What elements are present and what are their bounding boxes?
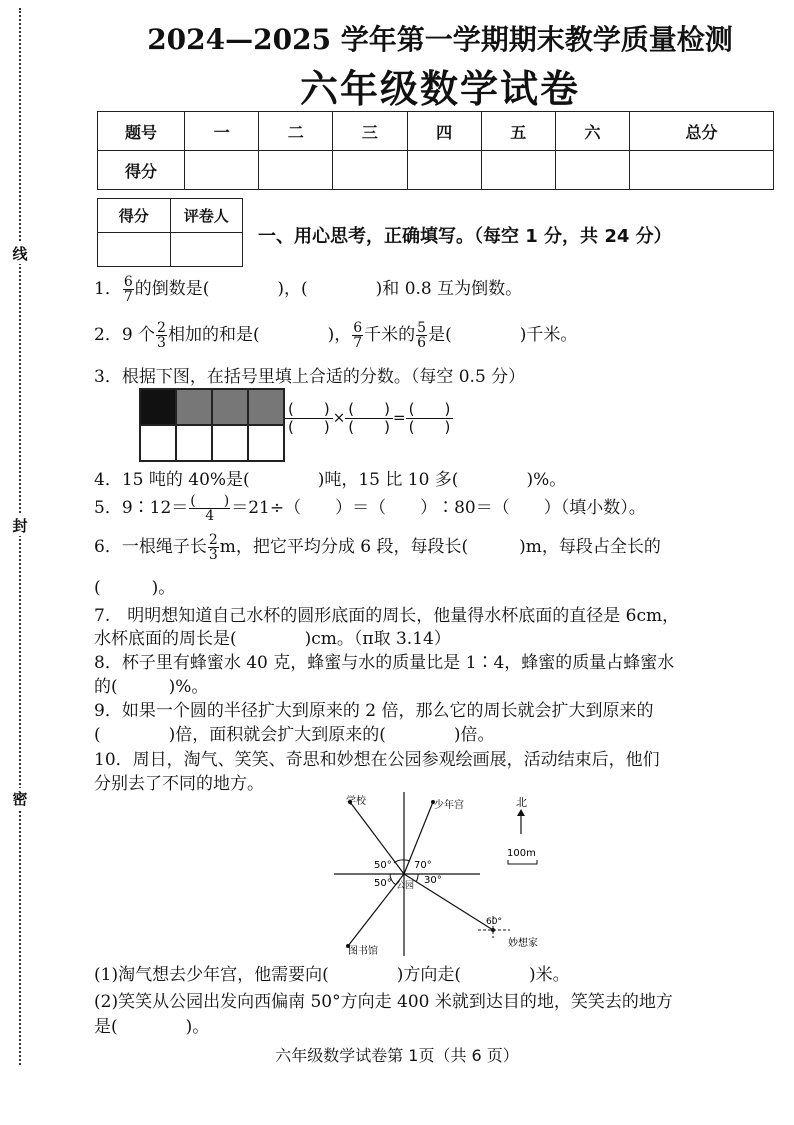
grid-cell-empty [212,425,248,461]
q3-fraction-c[interactable] [406,401,454,435]
q3-frac-b-den: ( ) [348,417,391,436]
q3-equals-sign: = [393,408,406,427]
q2-text-a: 相加的和是( [167,325,260,345]
map-label-angle-50b: 50° [374,878,392,889]
question-10-line-1: 10．周日，淘气、笑笑、奇思和妙想在公园参观绘画展，活动结束后，他们 [94,750,660,770]
section-one-title: 一、用心思考，正确填写。（每空 1 分，共 24 分） [258,226,672,247]
q2-frac3-num: 5 [417,320,427,336]
binding-char-feng: 封 [9,515,31,536]
q6-text-a: 6．一根绳子长 [94,537,207,557]
q2-text-c: 千米的 [364,325,416,345]
grader-name-input[interactable] [170,233,243,267]
question-9-line-2: ( )倍，面积就会扩大到原来的( )倍。 [94,725,495,745]
q2-number: 2．9 个 [94,325,156,345]
score-input-total[interactable] [630,151,774,190]
question-8-line-1: 8．杯子里有蜂蜜水 40 克，蜂蜜与水的质量比是 1∶4，蜂蜜的质量占蜂蜜水 [94,653,675,673]
question-9-line-1: 9．如果一个圆的半径扩大到原来的 2 倍，那么它的周长就会扩大到原来的 [94,701,654,721]
question-5 [94,493,646,523]
map-scale-bar [508,860,537,864]
q2-text-e: )千米。 [519,325,578,345]
score-input-q5[interactable] [481,151,555,190]
q3-fraction-b[interactable] [345,401,393,435]
q6-frac-den: 3 [208,547,218,563]
map-ray-miaoxiang [404,874,493,930]
grader-table [97,198,243,267]
question-10-sub-2-line-1: (2)笑笑从公园出发向西偏南 50°方向走 400 米就到达目的地，笑笑去的地方 [94,992,673,1012]
q3-frac-c-num: ( ) [406,401,454,419]
map-arc-30 [416,874,418,882]
grid-cell-shaded-black [140,389,176,425]
grid-cell-empty [140,425,176,461]
q1-fraction [123,275,134,304]
q3-times-sign: × [332,408,346,427]
q5-fraction[interactable] [189,494,230,523]
q2-frac1-den: 3 [157,335,166,351]
map-label-school: 学校 [346,796,366,807]
map-label-park: 公园 [396,881,415,891]
q5-frac-den: 4 [205,508,215,524]
question-2 [94,320,577,350]
grid-cell-empty [176,425,212,461]
map-scale-label: 100m [507,848,536,859]
q1-text-c: )和 0.8 互为倒数。 [375,279,523,299]
question-1 [94,274,522,304]
score-cell-q4: 四 [407,112,481,151]
score-cell-q1: 一 [185,112,259,151]
q1-number: 1． [94,279,122,299]
q2-frac1-num: 2 [157,320,166,336]
q3-fraction-a[interactable] [285,401,333,435]
question-7-line-1: 7. 明明想知道自己水杯的圆形底面的周长，他量得水杯底面的直径是 6cm， [94,606,680,626]
score-input-q1[interactable] [185,151,259,190]
q4-blank-2[interactable] [458,465,526,490]
q2-fraction-3 [416,321,427,350]
score-cell-q2: 二 [259,112,333,151]
q3-frac-a-den: ( ) [288,417,330,436]
binding-line [19,8,21,1065]
question-8-line-2: 的( )%。 [94,677,209,697]
q2-fraction-1 [156,321,167,350]
grid-cell-shaded-gray [176,389,212,425]
q6-line-2[interactable]: ( )。 [94,578,176,598]
score-input-q3[interactable] [333,151,407,190]
q3-frac-c-den: ( ) [408,417,451,436]
q1-frac-den: 7 [123,289,133,305]
map-label-miaoxiang-home: 妙想家 [508,938,538,949]
question-10-line-2: 分别去了不同的地方。 [94,774,264,794]
grader-score-input[interactable] [98,233,171,267]
map-point-miaoxiang [491,928,495,932]
question-7-line-2: 水杯底面的周长是( )cm。（π取 3.14） [94,629,451,649]
q6-fraction [208,533,219,562]
score-cell-q5: 五 [481,112,555,151]
q4-blank-1[interactable] [250,465,318,490]
score-cell-total: 总分 [630,112,774,151]
map-north-label: 北 [516,796,527,809]
grader-score-label: 得分 [98,199,171,233]
direction-map [330,788,560,958]
map-label-angle-70: 70° [414,860,432,871]
score-cell-q6: 六 [555,112,629,151]
question-6 [94,532,661,562]
q3-equation [285,401,453,435]
score-table-header-row [98,112,774,151]
binding-char-mi: 密 [9,788,31,809]
q6-text-c: )m，每段占全长的 [519,537,661,557]
score-input-q2[interactable] [259,151,333,190]
map-label-youth-palace: 少年宫 [434,800,464,811]
question-10-sub-2-line-2: 是( )。 [94,1017,210,1037]
score-input-q4[interactable] [407,151,481,190]
q3-frac-b-num: ( ) [345,401,393,419]
q2-text-d: 是( [428,325,452,345]
q2-blank-2[interactable] [452,320,520,345]
grid-cell-shaded-gray [248,389,284,425]
q6-blank-1[interactable] [468,532,519,557]
score-cell-q3: 三 [333,112,407,151]
score-cell-label: 题号 [98,112,185,151]
map-label-angle-60: 60° [486,917,502,927]
question-10-sub-1: (1)淘气想去少年宫，他需要向( )方向走( )米。 [94,965,570,985]
q2-frac3-den: 6 [417,335,427,351]
q2-frac2-num: 6 [353,320,363,336]
q6-frac-num: 2 [208,532,218,548]
north-arrow-head-icon [517,809,525,816]
q2-fraction-2 [352,321,363,350]
page-footer: 六年级数学试卷第 1页（共 6 页） [275,1046,519,1065]
q3-fraction-grid [139,388,285,462]
q5-text-b: ＝21÷（ ）＝（ ）∶80＝（ ）（填小数）。 [231,498,646,518]
q1-text-a: 的倒数是( [134,279,210,299]
q2-text-b: )， [327,325,352,345]
q1-frac-num: 6 [123,274,133,290]
q5-frac-num: ( ) [190,493,230,509]
score-row-label: 得分 [98,151,185,190]
q5-text-a: 5．9∶12＝ [94,498,189,518]
q6-text-b: m，把它平均分成 6 段，每段长( [219,537,469,557]
q4-text-b: )吨，15 比 10 多( [317,470,459,490]
q1-blank-2[interactable] [308,274,376,299]
question-3: 3．根据下图，在括号里填上合适的分数。（每空 0.5 分） [94,367,526,387]
q2-frac2-den: 7 [353,335,363,351]
q2-blank-1[interactable] [260,320,328,345]
map-label-angle-30: 30° [424,875,442,886]
question-4 [94,465,566,490]
q4-text-a: 4．15 吨的 40%是( [94,470,250,490]
binding-char-xian: 线 [9,243,31,264]
grid-cell-empty [248,425,284,461]
map-label-angle-50a: 50° [374,860,392,871]
grid-cell-shaded-gray [212,389,248,425]
exam-subtitle: 六年级数学试卷 [299,66,580,111]
exam-title: 2024—2025 学年第一学期期末教学质量检测 [147,23,733,56]
q3-frac-a-num: ( ) [285,401,333,419]
score-table [97,111,774,190]
score-table-score-row [98,151,774,190]
q1-text-b: )，( [277,279,308,299]
score-input-q6[interactable] [555,151,629,190]
q4-text-c: )%。 [526,470,567,490]
grader-name-label: 评卷人 [170,199,243,233]
q1-blank-1[interactable] [209,274,277,299]
map-label-library: 图书馆 [348,946,378,957]
